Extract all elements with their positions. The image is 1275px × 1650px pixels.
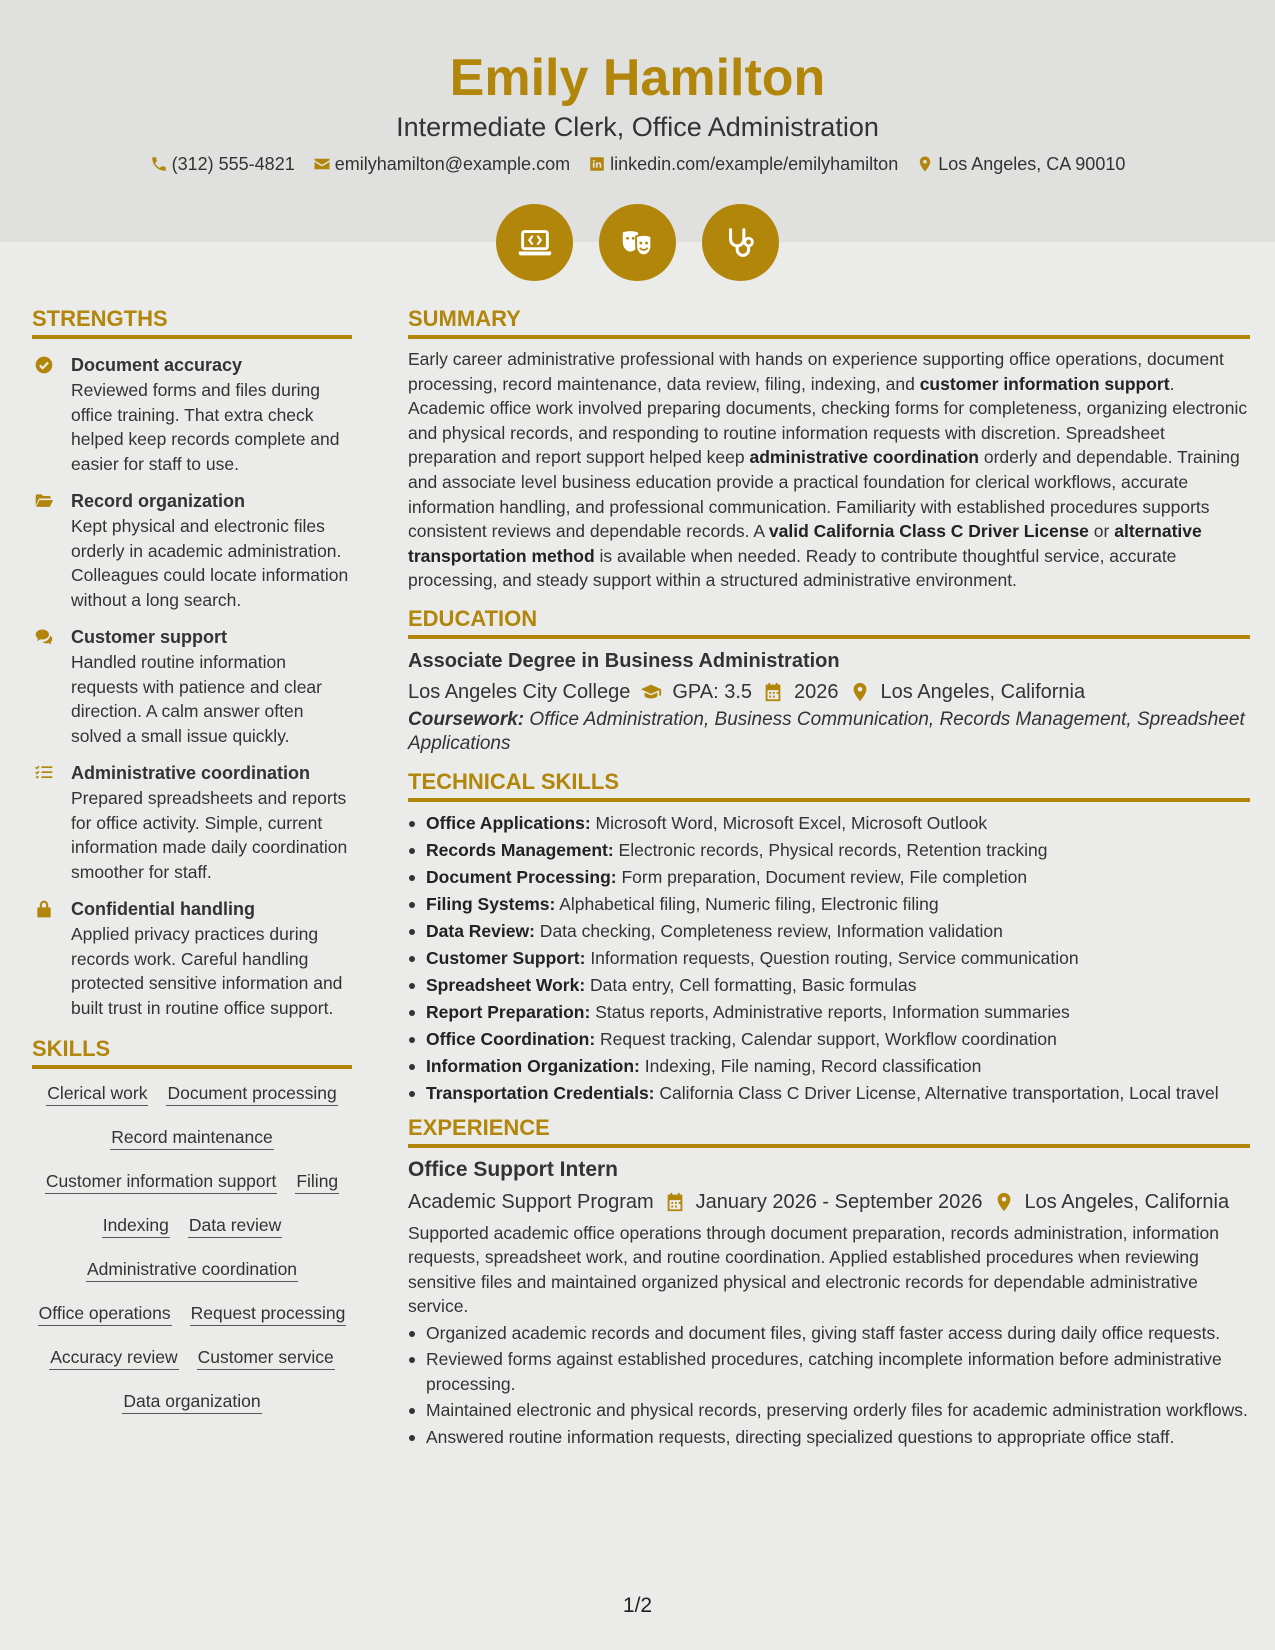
strength-item (32, 353, 352, 476)
skill-category: Report Preparation: (426, 1001, 591, 1022)
coursework (408, 708, 1250, 757)
contact-bar (0, 152, 1275, 176)
strength-item (32, 761, 352, 884)
strength-title: Document accuracy (71, 355, 243, 375)
contact-linkedin[interactable] (588, 154, 898, 175)
position-details (408, 1188, 1250, 1216)
summary-part: orderly and dependable. Training and associate level business education provide a practical foundation for clerical workflows, accurate information handling, and professional communication. Familiarity with established procedures supports consistent reviews and dependable records. A (408, 447, 1240, 542)
skills-heading: SKILLS (32, 1036, 352, 1069)
skill-category: Customer Support: (426, 947, 586, 968)
organization-name: Academic Support Program (408, 1190, 654, 1213)
position-description: Supported academic office operations through document preparation, records administration, information requests, spreadsheet work, and routine coordination. Applied established procedures when reviewing sensitive files and maintained organized physical and electronic records for dependable administrative service. (408, 1222, 1219, 1317)
list-item (408, 946, 1250, 970)
list-item: Maintained electronic and physical records, preserving orderly files for academic administration workflows. (408, 1398, 1250, 1423)
skill-tag: Accuracy review (49, 1345, 178, 1370)
skill-values: Request tracking, Calendar support, Workflow coordination (595, 1028, 1057, 1049)
phone-icon (150, 155, 168, 173)
right-column (408, 306, 1250, 1451)
strengths-list (32, 353, 352, 1020)
skill-tag: Customer service (197, 1345, 335, 1370)
school-name: Los Angeles City College (408, 680, 631, 703)
candidate-name: Emily Hamilton (449, 49, 826, 107)
stethoscope-icon (722, 224, 760, 262)
summary-bold: administrative coordination (749, 447, 979, 468)
skill-category: Office Coordination: (426, 1028, 596, 1049)
strength-title: Record organization (71, 491, 246, 511)
contact-phone[interactable] (150, 154, 295, 175)
map-pin-icon (993, 1191, 1015, 1213)
hobby-circle (702, 204, 779, 281)
linkedin-icon (588, 155, 606, 173)
skill-values: Data checking, Completeness review, Information validation (534, 920, 1003, 941)
theater-masks-icon (619, 224, 657, 262)
list-item (408, 865, 1250, 889)
technical-skills-heading: TECHNICAL SKILLS (408, 769, 1250, 802)
position-title: Office Support Intern (408, 1157, 618, 1181)
envelope-icon (313, 155, 331, 173)
position-bullets (408, 1321, 1250, 1450)
skill-values: Microsoft Word, Microsoft Excel, Microsoft Outlook (590, 812, 988, 833)
left-column (32, 306, 352, 1433)
education-details (408, 678, 1250, 706)
skill-tag: Customer information support (45, 1169, 278, 1194)
location-text: Los Angeles, CA 90010 (938, 153, 1126, 174)
skill-values: California Class C Driver License, Alternative transportation, Local travel (654, 1082, 1219, 1103)
summary-part: is available when needed. Ready to contribute thoughtful service, accurate processing, and steady support within a structured administrative environment. (408, 545, 1177, 591)
list-item (408, 892, 1250, 916)
strength-desc: Handled routine information requests with patience and clear direction. A calm answer often solved a small issue quickly. (71, 652, 322, 746)
list-item: Reviewed forms against established procedures, catching incomplete information before administrative processing. (408, 1347, 1250, 1396)
hobby-circle (496, 204, 573, 281)
calendar-icon (664, 1191, 686, 1213)
strength-desc: Applied privacy practices during records work. Careful handling protected sensitive information and built trust in routine office support. (71, 924, 343, 1018)
job-title: Intermediate Clerk, Office Administration (396, 112, 879, 142)
skill-values: Form preparation, Document review, File completion (616, 866, 1028, 887)
summary-part: Early career administrative professional with hands on experience supporting office operations, document processing, record maintenance, data review, filing, indexing, and (408, 349, 1224, 394)
email-text: emilyhamilton@example.com (334, 153, 571, 174)
strength-title: Confidential handling (71, 899, 255, 919)
list-item (408, 1027, 1250, 1051)
strength-desc: Reviewed forms and files during office training. That extra check helped keep records complete and easier for staff to use. (71, 380, 340, 474)
skill-category: Office Applications: (426, 812, 591, 833)
calendar-icon (762, 681, 784, 703)
skill-category: Records Management: (426, 839, 614, 860)
school-location: Los Angeles, California (880, 680, 1086, 703)
skill-category: Spreadsheet Work: (426, 974, 586, 995)
list-item (408, 919, 1250, 943)
strength-item (32, 897, 352, 1020)
skill-category: Data Review: (426, 920, 535, 941)
skill-tag: Clerical work (46, 1081, 148, 1106)
skill-values: Indexing, File naming, Record classification (639, 1055, 982, 1076)
position-dates: January 2026 - September 2026 (695, 1190, 983, 1213)
skill-tag: Data organization (122, 1389, 261, 1414)
list-item (408, 838, 1250, 862)
phone-text: (312) 555-4821 (171, 153, 295, 174)
map-pin-icon (849, 681, 871, 703)
strength-item (32, 489, 352, 612)
strength-item (32, 625, 352, 748)
skill-category: Information Organization: (426, 1055, 640, 1076)
strength-desc: Prepared spreadsheets and reports for office activity. Simple, current information made daily coordination smoother for staff. (71, 788, 348, 882)
skill-values: Electronic records, Physical records, Retention tracking (613, 839, 1048, 860)
gpa-text: GPA: 3.5 (672, 680, 753, 703)
map-pin-icon (916, 155, 934, 173)
education-heading: EDUCATION (408, 606, 1250, 639)
strength-title: Administrative coordination (71, 763, 311, 783)
skill-tag: Request processing (190, 1301, 347, 1326)
laptop-code-icon (516, 224, 554, 262)
skill-tag: Office operations (38, 1301, 172, 1326)
folder-open-icon (34, 491, 54, 511)
check-circle-icon (34, 355, 54, 375)
experience-heading: EXPERIENCE (408, 1115, 1250, 1148)
skill-tag: Indexing (102, 1213, 170, 1238)
page-number: 1/2 (622, 1594, 653, 1617)
coursework-list: Office Administration, Business Communication, Records Management, Spreadsheet Applications (408, 708, 1245, 755)
summary-bold: alternative transportation method (408, 521, 1202, 566)
skill-category: Filing Systems: (426, 893, 556, 914)
skill-values: Status reports, Administrative reports, Information summaries (590, 1001, 1070, 1022)
skill-values: Information requests, Question routing, Service communication (585, 947, 1079, 968)
summary-part: or (1088, 521, 1115, 542)
skill-tag: Administrative coordination (86, 1257, 298, 1282)
skill-tag: Record maintenance (110, 1125, 273, 1150)
skill-values: Alphabetical filing, Numeric filing, Electronic filing (555, 893, 939, 914)
summary-text (408, 347, 1250, 593)
comments-icon (34, 627, 54, 647)
summary-part: . Academic office work involved preparing documents, checking forms for completeness, organizing electronic and physical records, and responding to routine information requests with discretion. Spreadsheet preparation and report support helped keep (408, 373, 1248, 468)
strengths-heading: STRENGTHS (32, 306, 352, 339)
technical-skills-list (408, 811, 1250, 1105)
hobby-icons (0, 204, 1275, 280)
list-check-icon (34, 763, 54, 783)
skill-tag: Filing (295, 1169, 339, 1194)
skill-category: Document Processing: (426, 866, 617, 887)
list-item (408, 973, 1250, 997)
list-item: Organized academic records and document files, giving staff faster access during daily office requests. (408, 1321, 1250, 1346)
list-item (408, 811, 1250, 835)
skill-tag: Data review (188, 1213, 282, 1238)
contact-email[interactable] (313, 154, 570, 175)
graduation-year: 2026 (794, 680, 839, 703)
list-item: Answered routine information requests, directing specialized questions to appropriate office staff. (408, 1425, 1250, 1450)
list-item (408, 1054, 1250, 1078)
graduation-cap-icon (640, 681, 662, 703)
summary-bold: customer information support (919, 373, 1170, 394)
skill-values: Data entry, Cell formatting, Basic formulas (585, 974, 917, 995)
linkedin-text: linkedin.com/example/emilyhamilton (610, 153, 899, 174)
skill-category: Transportation Credentials: (426, 1082, 655, 1103)
hobby-circle (599, 204, 676, 281)
degree-title: Associate Degree in Business Administration (408, 649, 840, 672)
list-item (408, 1000, 1250, 1024)
coursework-label: Coursework: (408, 708, 525, 730)
strength-title: Customer support (71, 627, 228, 647)
skills-tags (32, 1081, 352, 1433)
position-location: Los Angeles, California (1024, 1190, 1230, 1213)
skill-tag: Document processing (166, 1081, 337, 1106)
contact-location (916, 154, 1125, 175)
lock-icon (34, 899, 54, 919)
summary-bold: valid California Class C Driver License (768, 521, 1089, 542)
summary-heading: SUMMARY (408, 306, 1250, 339)
list-item (408, 1081, 1250, 1105)
strength-desc: Kept physical and electronic files orderly in academic administration. Colleagues could locate information without a long search. (71, 516, 349, 610)
